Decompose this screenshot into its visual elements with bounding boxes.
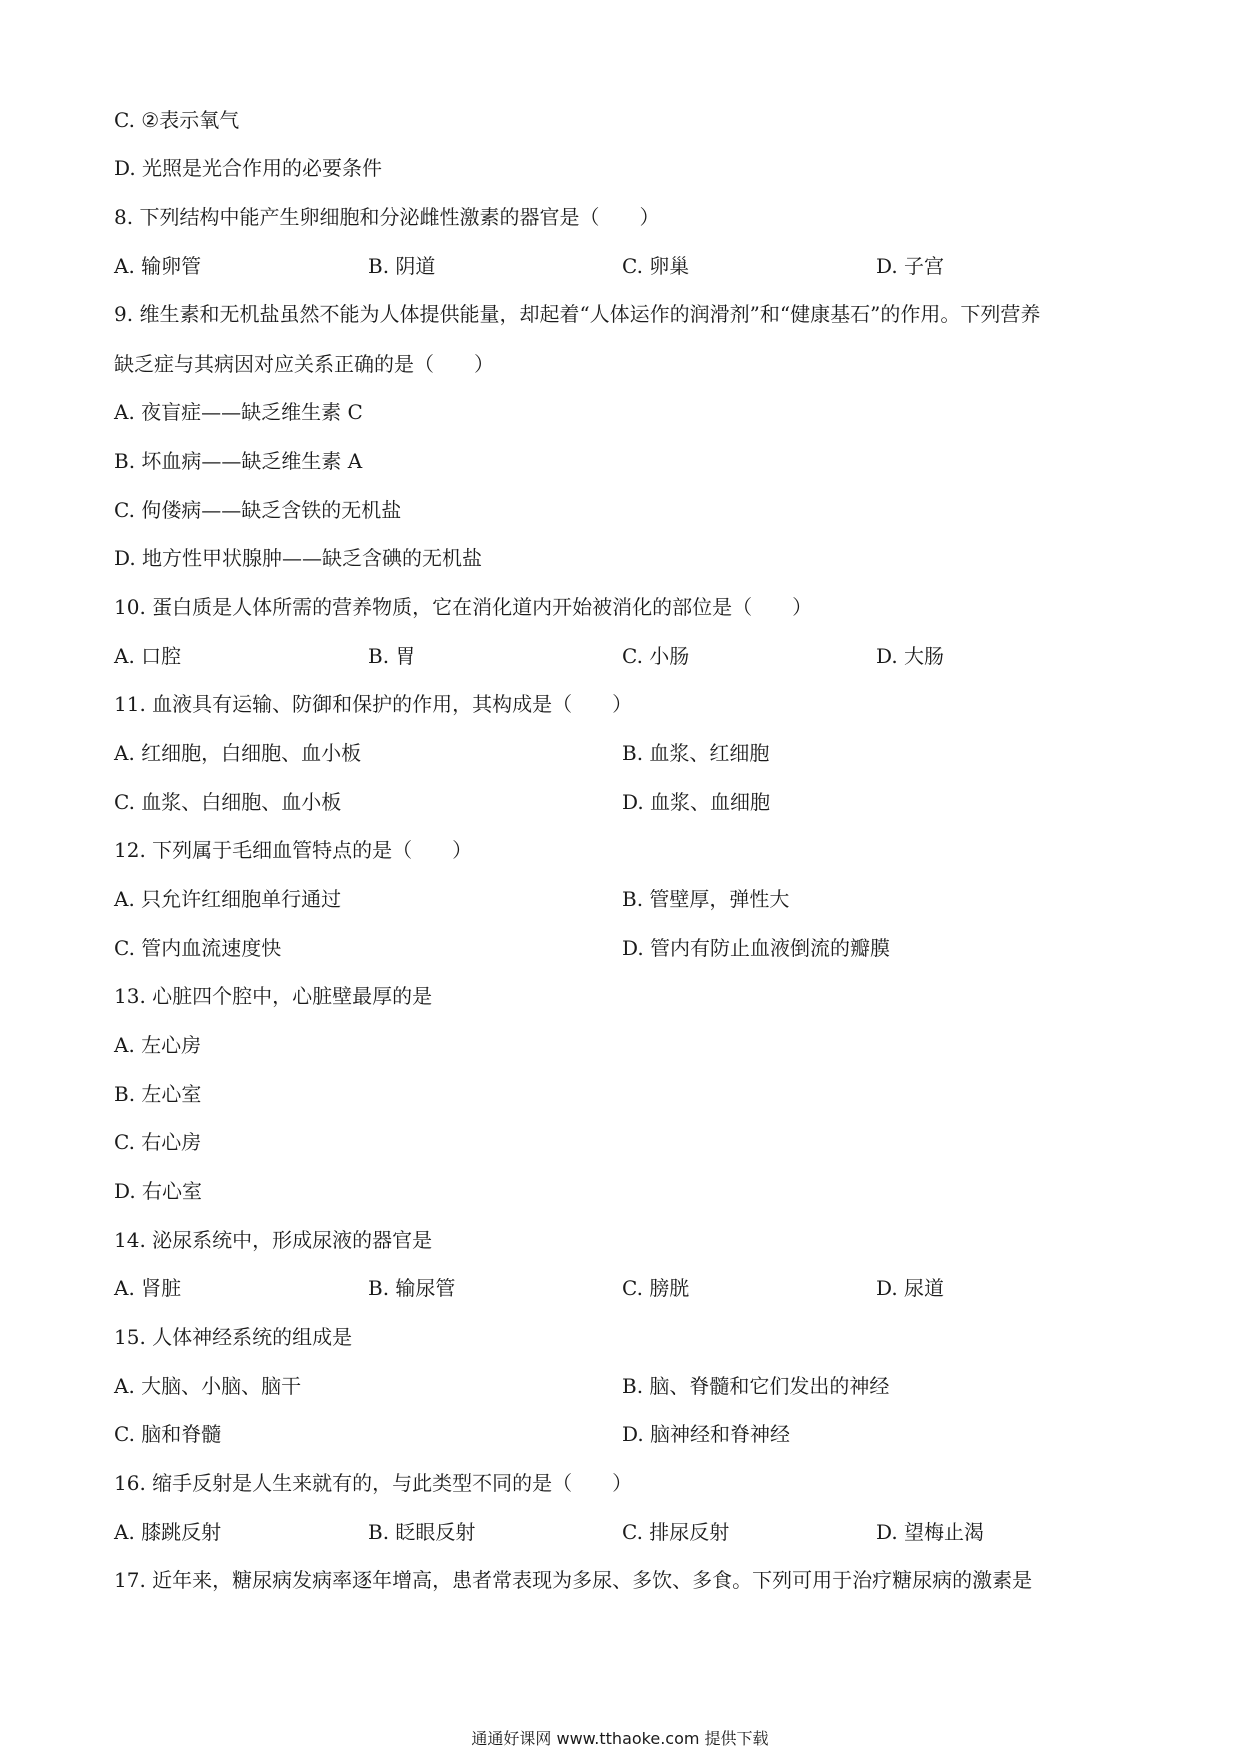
q9-option-a: A. 夜盲症——缺乏维生素 C bbox=[114, 400, 363, 424]
q10-option-c: C. 小肠 bbox=[622, 644, 690, 668]
q9-stem-line2: 缺乏症与其病因对应关系正确的是（ ） bbox=[114, 352, 494, 376]
q9-option-c: C. 佝偻病——缺乏含铁的无机盐 bbox=[114, 498, 402, 522]
q16-option-a: A. 膝跳反射 bbox=[114, 1520, 222, 1544]
q15-option-a: A. 大脑、小脑、脑干 bbox=[114, 1374, 302, 1398]
q12-option-c: C. 管内血流速度快 bbox=[114, 936, 282, 960]
q7-option-d: D. 光照是光合作用的必要条件 bbox=[114, 156, 383, 180]
q13-option-b: B. 左心室 bbox=[114, 1082, 202, 1106]
q12-option-b: B. 管壁厚，弹性大 bbox=[622, 887, 790, 911]
q8-option-c: C. 卵巢 bbox=[622, 254, 690, 278]
q7-option-c: C. ②表示氧气 bbox=[114, 108, 240, 132]
q14-option-b: B. 输尿管 bbox=[368, 1276, 456, 1300]
q8-stem: 8. 下列结构中能产生卵细胞和分泌雌性激素的器官是（ ） bbox=[114, 205, 660, 229]
q13-stem: 13. 心脏四个腔中，心脏壁最厚的是 bbox=[114, 984, 433, 1008]
q8-option-a: A. 输卵管 bbox=[114, 254, 202, 278]
q8-option-b: B. 阴道 bbox=[368, 254, 436, 278]
q13-option-a: A. 左心房 bbox=[114, 1033, 202, 1057]
q10-option-d: D. 大肠 bbox=[876, 644, 945, 668]
q16-option-d: D. 望梅止渴 bbox=[876, 1520, 985, 1544]
q16-stem: 16. 缩手反射是人生来就有的，与此类型不同的是（ ） bbox=[114, 1471, 633, 1495]
q14-option-a: A. 肾脏 bbox=[114, 1276, 182, 1300]
q11-stem: 11. 血液具有运输、防御和保护的作用，其构成是（ ） bbox=[114, 692, 633, 716]
q17-stem: 17. 近年来，糖尿病发病率逐年增高，患者常表现为多尿、多饮、多食。下列可用于治疗糖尿病的激素是 bbox=[114, 1568, 1033, 1592]
q14-stem: 14. 泌尿系统中，形成尿液的器官是 bbox=[114, 1228, 433, 1252]
q12-option-d: D. 管内有防止血液倒流的瓣膜 bbox=[622, 936, 891, 960]
q14-option-c: C. 膀胱 bbox=[622, 1276, 690, 1300]
q13-option-d: D. 右心室 bbox=[114, 1179, 203, 1203]
q16-option-b: B. 眨眼反射 bbox=[368, 1520, 476, 1544]
page-footer: 通通好课网 www.tthaoke.com 提供下载 bbox=[471, 1729, 769, 1748]
q12-stem: 12. 下列属于毛细血管特点的是（ ） bbox=[114, 838, 473, 862]
q9-option-b: B. 坏血病——缺乏维生素 A bbox=[114, 449, 363, 473]
q15-option-c: C. 脑和脊髓 bbox=[114, 1422, 222, 1446]
q10-option-a: A. 口腔 bbox=[114, 644, 182, 668]
q12-option-a: A. 只允许红细胞单行通过 bbox=[114, 887, 342, 911]
q11-option-b: B. 血浆、红细胞 bbox=[622, 741, 770, 765]
q8-option-d: D. 子宫 bbox=[876, 254, 945, 278]
q9-stem-line1: 9. 维生素和无机盐虽然不能为人体提供能量，却起着“人体运作的润滑剂”和“健康基石”的作用。下列营养 bbox=[114, 302, 1041, 326]
q11-option-d: D. 血浆、血细胞 bbox=[622, 790, 771, 814]
q11-option-a: A. 红细胞，白细胞、血小板 bbox=[114, 741, 362, 765]
q13-option-c: C. 右心房 bbox=[114, 1130, 202, 1154]
q15-option-d: D. 脑神经和脊神经 bbox=[622, 1422, 791, 1446]
q10-option-b: B. 胃 bbox=[368, 644, 416, 668]
q15-option-b: B. 脑、脊髓和它们发出的神经 bbox=[622, 1374, 890, 1398]
q11-option-c: C. 血浆、白细胞、血小板 bbox=[114, 790, 342, 814]
q16-option-c: C. 排尿反射 bbox=[622, 1520, 730, 1544]
q10-stem: 10. 蛋白质是人体所需的营养物质，它在消化道内开始被消化的部位是（ ） bbox=[114, 595, 813, 619]
q15-stem: 15. 人体神经系统的组成是 bbox=[114, 1325, 353, 1349]
q9-option-d: D. 地方性甲状腺肿——缺乏含碘的无机盐 bbox=[114, 546, 483, 570]
q14-option-d: D. 尿道 bbox=[876, 1276, 945, 1300]
